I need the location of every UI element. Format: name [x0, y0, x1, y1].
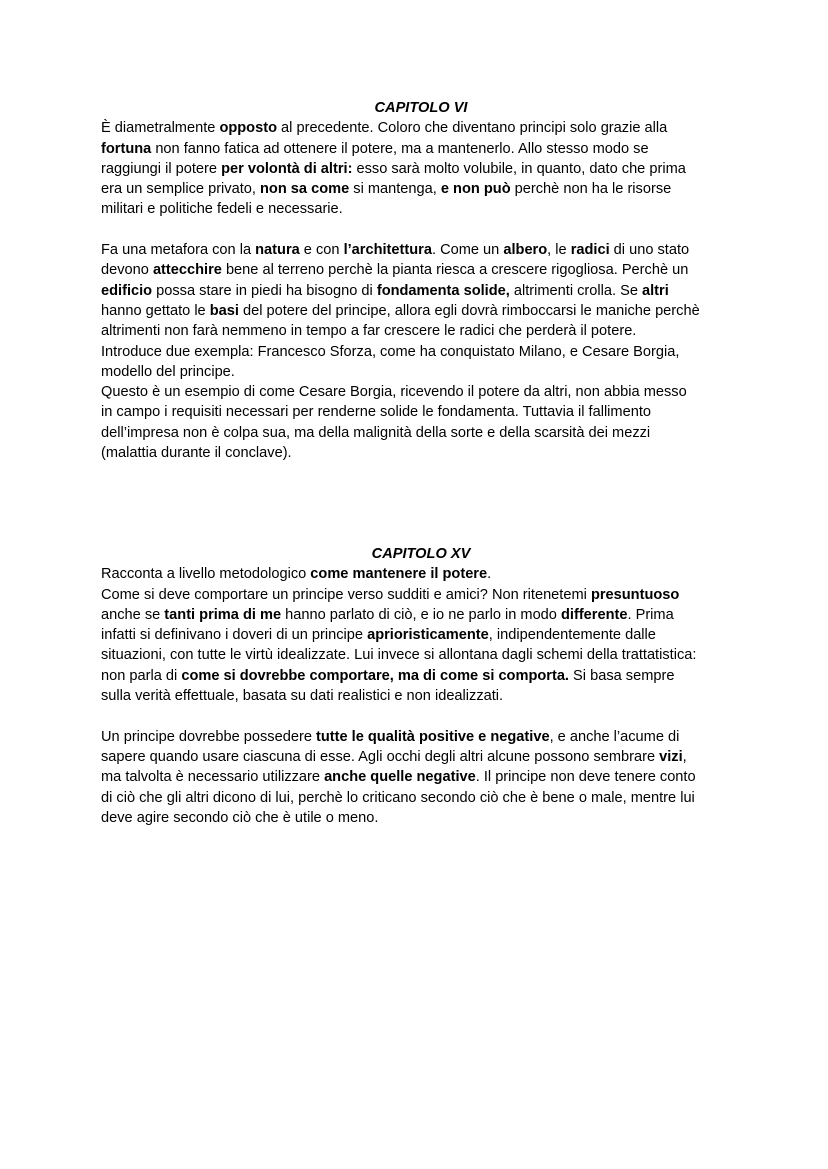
text-line	[101, 625, 741, 645]
text-segment: (malattia durante il conclave).	[101, 445, 292, 462]
text-segment: hanno gettato le	[101, 302, 210, 319]
bold-text: attecchire	[152, 262, 222, 279]
bold-text: presuntuoso	[590, 586, 680, 603]
text-line	[101, 423, 741, 443]
text-segment: ,	[682, 748, 687, 765]
text-line	[101, 281, 741, 301]
text-segment: . Prima	[627, 606, 674, 623]
text-segment: Fa una metafora con la	[101, 242, 256, 259]
bold-text: natura	[255, 242, 300, 259]
bold-text: per volontà di altri:	[221, 160, 353, 177]
paragraph-gap	[101, 220, 741, 240]
text-line	[101, 342, 741, 362]
bold-text: come mantenere il potere	[310, 566, 488, 583]
text-segment: militari e politiche fedeli e necessarie.	[101, 201, 343, 218]
text-line	[101, 727, 741, 747]
text-line	[101, 139, 741, 159]
text-segment: Introduce due exempla: Francesco Sforza, come ha conquistato Milano, e Cesare Borgia,	[101, 343, 680, 360]
text-line	[101, 686, 741, 706]
bold-text: non sa come	[260, 181, 350, 198]
text-segment: altrimenti crolla. Se	[509, 282, 643, 299]
text-segment: , le	[547, 242, 571, 259]
text-line	[101, 240, 741, 260]
text-line	[101, 585, 741, 605]
text-segment: anche se	[101, 606, 165, 623]
text-segment: Racconta a livello metodologico	[101, 566, 311, 583]
bold-text: anche quelle negative	[324, 769, 476, 786]
text-segment: ma talvolta è necessario utilizzare	[101, 769, 325, 786]
text-segment: , e anche l’acume di	[549, 728, 680, 745]
text-segment: . Come un	[431, 242, 504, 259]
bold-text: vizi	[659, 748, 683, 765]
bold-text: fondamenta solide,	[376, 282, 510, 299]
text-line	[101, 179, 741, 199]
text-line	[101, 199, 741, 219]
text-segment: Come si deve comportare un principe verso sudditi e amici? Non ritenetemi	[101, 586, 591, 603]
text-segment: . Il principe non deve tenere conto	[475, 769, 696, 786]
text-segment: infatti si definivano i doveri di un principe	[101, 627, 368, 644]
paragraph	[101, 564, 741, 706]
bold-text: aprioristicamente	[367, 627, 489, 644]
text-segment: deve agire secondo ciò che è utile o meno.	[101, 809, 379, 826]
text-line	[101, 605, 741, 625]
text-line	[101, 301, 741, 321]
bold-text: albero	[503, 242, 548, 259]
text-segment: bene al terreno perchè la pianta riesca a crescere rigogliosa. Perchè un	[221, 262, 689, 279]
chapter-title: CAPITOLO VI	[374, 100, 468, 116]
text-line	[101, 362, 741, 382]
chapter-vi	[101, 98, 741, 463]
bold-text: edificio	[101, 282, 153, 299]
bold-text: fortuna	[101, 140, 152, 157]
chapter-xv	[101, 544, 741, 828]
text-segment: si mantenga,	[349, 181, 441, 198]
paragraph-gap	[101, 706, 741, 726]
text-segment: possa stare in piedi ha bisogno di	[152, 282, 377, 299]
bold-text: altri	[642, 282, 669, 299]
text-segment: era un semplice privato,	[101, 181, 260, 198]
bold-text: opposto	[219, 120, 277, 137]
text-segment: di ciò che gli altri dicono di lui, perchè lo criticano secondo ciò che è bene o male, mentre lui	[101, 789, 695, 806]
text-segment: Si basa sempre	[569, 667, 675, 684]
text-line	[101, 747, 741, 767]
text-segment: Un principe dovrebbe possedere	[101, 728, 316, 745]
text-line	[101, 118, 741, 138]
text-segment: sapere quando usare ciascuna di esse. Agli occhi degli altri alcune possono sembrare	[101, 748, 660, 765]
text-segment: non parla di	[101, 667, 182, 684]
text-segment: non fanno fatica ad ottenere il potere, ma a mantenerlo. Allo stesso modo se	[151, 140, 649, 157]
text-line	[101, 321, 741, 341]
text-line	[101, 260, 741, 280]
text-segment: in campo i requisiti necessari per renderne solide le fondamenta. Tuttavia il fallimento	[101, 404, 651, 421]
text-segment: al precedente. Coloro che diventano principi solo grazie alla	[277, 120, 668, 137]
bold-text: basi	[209, 302, 239, 319]
text-line	[101, 808, 741, 828]
chapter-title: CAPITOLO XV	[371, 546, 471, 562]
text-segment: modello del principe.	[101, 363, 235, 380]
text-segment: esso sarà molto volubile, in quanto, dato che prima	[352, 160, 686, 177]
text-line	[101, 564, 741, 584]
bold-text: differente	[560, 606, 628, 623]
bold-text: e non può	[440, 181, 511, 198]
text-segment: devono	[101, 262, 153, 279]
bold-text: tanti prima di me	[164, 606, 282, 623]
text-line	[101, 645, 741, 665]
text-segment: perchè non ha le risorse	[510, 181, 672, 198]
text-segment: sulla verità effettuale, basata su dati realistici e non idealizzati.	[101, 688, 504, 705]
text-segment: raggiungi il potere	[101, 160, 222, 177]
text-segment: altrimenti non farà nemmeno in tempo a far crescere le radici che perderà il potere.	[101, 323, 637, 340]
bold-text: l’architettura	[343, 242, 432, 259]
bold-text: radici	[570, 242, 610, 259]
text-line	[101, 402, 741, 422]
text-segment: .	[487, 566, 492, 583]
text-line	[101, 666, 741, 686]
text-segment: del potere del principe, allora egli dovrà rimboccarsi le maniche perchè	[238, 302, 700, 319]
text-line	[101, 443, 741, 463]
text-segment: dell’impresa non è colpa sua, ma della malignità della sorte e della scarsità dei mezzi	[101, 424, 651, 441]
text-segment: , indipendentemente dalle	[488, 627, 656, 644]
text-segment: Questo è un esempio di come Cesare Borgia, ricevendo il potere da altri, non abbia messo	[101, 384, 687, 401]
text-segment: e con	[299, 242, 344, 259]
text-line	[101, 159, 741, 179]
paragraph	[101, 240, 741, 463]
text-segment: È diametralmente	[101, 120, 220, 137]
bold-text: tutte le qualità positive e negative	[316, 728, 550, 745]
text-line	[101, 767, 741, 787]
text-segment: di uno stato	[609, 242, 690, 259]
text-segment: hanno parlato di ciò, e io ne parlo in modo	[281, 606, 561, 623]
bold-text: come si dovrebbe comportare, ma di come si comporta.	[181, 667, 569, 684]
paragraph	[101, 727, 741, 828]
text-segment: situazioni, con tutte le virtù idealizzate. Lui invece si allontana dagli schemi della trattatistica:	[101, 647, 697, 664]
paragraph	[101, 118, 741, 219]
text-line	[101, 788, 741, 808]
text-line	[101, 382, 741, 402]
